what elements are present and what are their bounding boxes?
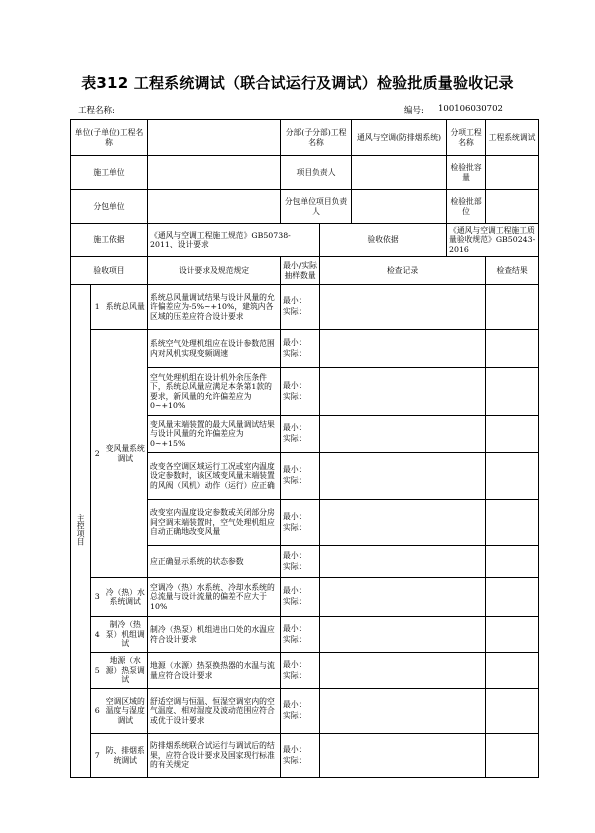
requirement-text: 改变各空调区域运行工况或室内温度设定参数时，该区域变风量末端装置的风阀（风机）动作（运行）应正确 bbox=[148, 453, 281, 500]
sample-min: 最小： bbox=[283, 380, 307, 390]
construction-basis-label: 施工依据 bbox=[71, 224, 148, 257]
result-cell[interactable] bbox=[486, 734, 539, 778]
sample-min: 最小： bbox=[283, 744, 307, 754]
sample-actual: 实际： bbox=[283, 634, 307, 644]
result-cell[interactable] bbox=[486, 653, 539, 689]
result-cell[interactable] bbox=[486, 330, 539, 368]
unit-value[interactable] bbox=[148, 120, 281, 156]
record-cell[interactable] bbox=[320, 285, 486, 330]
sample-cell bbox=[281, 368, 320, 416]
requirement-text: 舒适空调与恒温、恒湿空调室内的空气温度、相对湿度及波动范围应符合或优于设计要求 bbox=[148, 689, 281, 734]
division-value: 通风与空调(防排烟系统) bbox=[352, 120, 447, 156]
sample-min: 最小： bbox=[283, 700, 307, 710]
sample-min: 最小： bbox=[283, 659, 307, 669]
result-cell[interactable] bbox=[486, 546, 539, 578]
sample-actual: 实际： bbox=[283, 348, 307, 358]
record-cell[interactable] bbox=[320, 617, 486, 653]
sample-min: 最小： bbox=[283, 586, 307, 596]
result-cell[interactable] bbox=[486, 617, 539, 653]
record-cell[interactable] bbox=[320, 330, 486, 368]
col-requirement: 设计要求及规范规定 bbox=[148, 257, 281, 285]
record-cell[interactable] bbox=[320, 689, 486, 734]
acceptance-basis-label: 验收依据 bbox=[320, 224, 447, 257]
item-no: 4 bbox=[91, 617, 104, 653]
subdivision-label: 分项工程名称 bbox=[447, 120, 486, 156]
result-cell[interactable] bbox=[486, 578, 539, 617]
sample-cell bbox=[281, 453, 320, 500]
record-cell[interactable] bbox=[320, 453, 486, 500]
sample-min: 最小： bbox=[283, 465, 307, 475]
sample-cell bbox=[281, 734, 320, 778]
requirement-text: 改变室内温度设定参数或关闭部分房间空调末端装置时，空气处理机组应自动正确地改变风量 bbox=[148, 500, 281, 546]
contractor-value[interactable] bbox=[148, 156, 281, 190]
item-no: 6 bbox=[91, 689, 104, 734]
sample-actual: 实际： bbox=[283, 755, 307, 765]
col-sample: 最小/实际抽样数量 bbox=[281, 257, 320, 285]
sample-actual: 实际： bbox=[283, 434, 307, 443]
result-cell[interactable] bbox=[486, 285, 539, 330]
sample-min: 最小： bbox=[283, 623, 307, 633]
requirement-text: 系统总风量调试结果与设计风量的允许偏差应为-5%~+10%，建筑内各区域的压差应符合设计要求 bbox=[148, 285, 281, 330]
item-name: 系统总风量 bbox=[104, 285, 148, 330]
col-result: 检查结果 bbox=[486, 257, 539, 285]
sub-pm-label: 分包单位项目负责人 bbox=[281, 190, 352, 224]
sample-actual: 实际： bbox=[283, 711, 307, 720]
inspection-table bbox=[70, 119, 539, 778]
requirement-text: 系统空气处理机组应在设计参数范围内对风机实现变频调速 bbox=[148, 330, 281, 368]
requirement-text: 防排烟系统联合试运行与调试后的结果，应符合设计要求及国家现行标准的有关规定 bbox=[148, 734, 281, 778]
item-name: 冷（热）水系统调试 bbox=[104, 578, 148, 617]
item-no: 3 bbox=[91, 578, 104, 617]
result-cell[interactable] bbox=[486, 368, 539, 416]
sub-pm-value[interactable] bbox=[352, 190, 447, 224]
sample-actual: 实际： bbox=[283, 307, 307, 316]
record-cell[interactable] bbox=[320, 416, 486, 453]
requirement-text: 应正确显示系统的状态参数 bbox=[148, 546, 281, 578]
result-cell[interactable] bbox=[486, 453, 539, 500]
record-cell[interactable] bbox=[320, 368, 486, 416]
item-name: 变风量系统调试 bbox=[104, 330, 148, 578]
record-cell[interactable] bbox=[320, 578, 486, 617]
sample-cell bbox=[281, 416, 320, 453]
construction-basis-value: 《通风与空调工程施工规范》GB50738-2011、设计要求 bbox=[148, 224, 320, 257]
sample-cell bbox=[281, 653, 320, 689]
sample-actual: 实际： bbox=[283, 476, 307, 485]
sample-cell bbox=[281, 500, 320, 546]
record-cell[interactable] bbox=[320, 653, 486, 689]
item-name: 制冷（热泵）机组调试 bbox=[104, 617, 148, 653]
item-name: 地源（水源）热泵调试 bbox=[104, 653, 148, 689]
contractor-label: 施工单位 bbox=[71, 156, 148, 190]
page-title: 表312 工程系统调试（联合试运行及调试）检验批质量验收记录 bbox=[81, 74, 514, 92]
sample-actual: 实际： bbox=[283, 391, 307, 401]
sample-min: 最小： bbox=[283, 550, 307, 560]
col-item: 验收项目 bbox=[71, 257, 148, 285]
sample-min: 最小： bbox=[283, 296, 307, 306]
sample-cell bbox=[281, 330, 320, 368]
subdivision-value: 工程系统调试 bbox=[486, 120, 539, 156]
project-name-label: 工程名称: bbox=[78, 106, 115, 116]
result-cell[interactable] bbox=[486, 500, 539, 546]
sample-min: 最小： bbox=[283, 511, 307, 521]
batch-location-label: 检验批部位 bbox=[447, 190, 486, 224]
code-value: 100106030702 bbox=[438, 104, 503, 114]
division-label: 分部(子分部)工程名称 bbox=[281, 120, 352, 156]
sample-min: 最小： bbox=[283, 423, 307, 433]
requirement-text: 变风量末端装置的最大风量调试结果与设计风量的允许偏差应为0~+15% bbox=[148, 416, 281, 453]
subcontractor-label: 分包单位 bbox=[71, 190, 148, 224]
sample-cell bbox=[281, 578, 320, 617]
pm-value[interactable] bbox=[352, 156, 447, 190]
acceptance-basis-value: 《通风与空调工程施工质量验收规范》GB50243-2016 bbox=[447, 224, 539, 257]
sample-cell bbox=[281, 285, 320, 330]
result-cell[interactable] bbox=[486, 689, 539, 734]
section-label: 主控项目 bbox=[76, 514, 86, 546]
col-record: 检查记录 bbox=[320, 257, 486, 285]
requirement-text: 制冷（热泵）机组进出口处的水温应符合设计要求 bbox=[148, 617, 281, 653]
sample-actual: 实际： bbox=[283, 522, 307, 532]
batch-location-value[interactable] bbox=[486, 190, 539, 224]
pm-label: 项目负责人 bbox=[281, 156, 352, 190]
record-cell[interactable] bbox=[320, 734, 486, 778]
result-cell[interactable] bbox=[486, 416, 539, 453]
batch-capacity-label: 检验批容量 bbox=[447, 156, 486, 190]
sample-min: 最小： bbox=[283, 337, 307, 347]
section-main-control bbox=[71, 285, 91, 778]
subcontractor-value[interactable] bbox=[148, 190, 281, 224]
item-no: 5 bbox=[91, 653, 104, 689]
requirement-text: 地源（水源）热泵换热器的水温与流量应符合设计要求 bbox=[148, 653, 281, 689]
sample-actual: 实际： bbox=[283, 597, 307, 606]
requirement-text: 空调冷（热）水系统、冷却水系统的总流量与设计流量的偏差不应大于10% bbox=[148, 578, 281, 617]
batch-capacity-value[interactable] bbox=[486, 156, 539, 190]
sample-cell bbox=[281, 546, 320, 578]
unit-label: 单位(子单位)工程名称 bbox=[71, 120, 148, 156]
sample-cell bbox=[281, 617, 320, 653]
record-cell[interactable] bbox=[320, 500, 486, 546]
item-no: 7 bbox=[91, 734, 104, 778]
code-label: 编号: bbox=[404, 106, 424, 116]
item-name: 防、排烟系统调试 bbox=[104, 734, 148, 778]
item-no: 1 bbox=[91, 285, 104, 330]
record-cell[interactable] bbox=[320, 546, 486, 578]
requirement-text: 空气处理机组在设计机外余压条件下，系统总风量应满足本条第1款的要求，新风量的允许偏差应为0~+10% bbox=[148, 368, 281, 416]
sample-actual: 实际： bbox=[283, 670, 307, 680]
sample-actual: 实际： bbox=[283, 561, 307, 571]
item-name: 空调区域的温度与湿度调试 bbox=[104, 689, 148, 734]
sample-cell bbox=[281, 689, 320, 734]
item-no: 2 bbox=[91, 330, 104, 578]
